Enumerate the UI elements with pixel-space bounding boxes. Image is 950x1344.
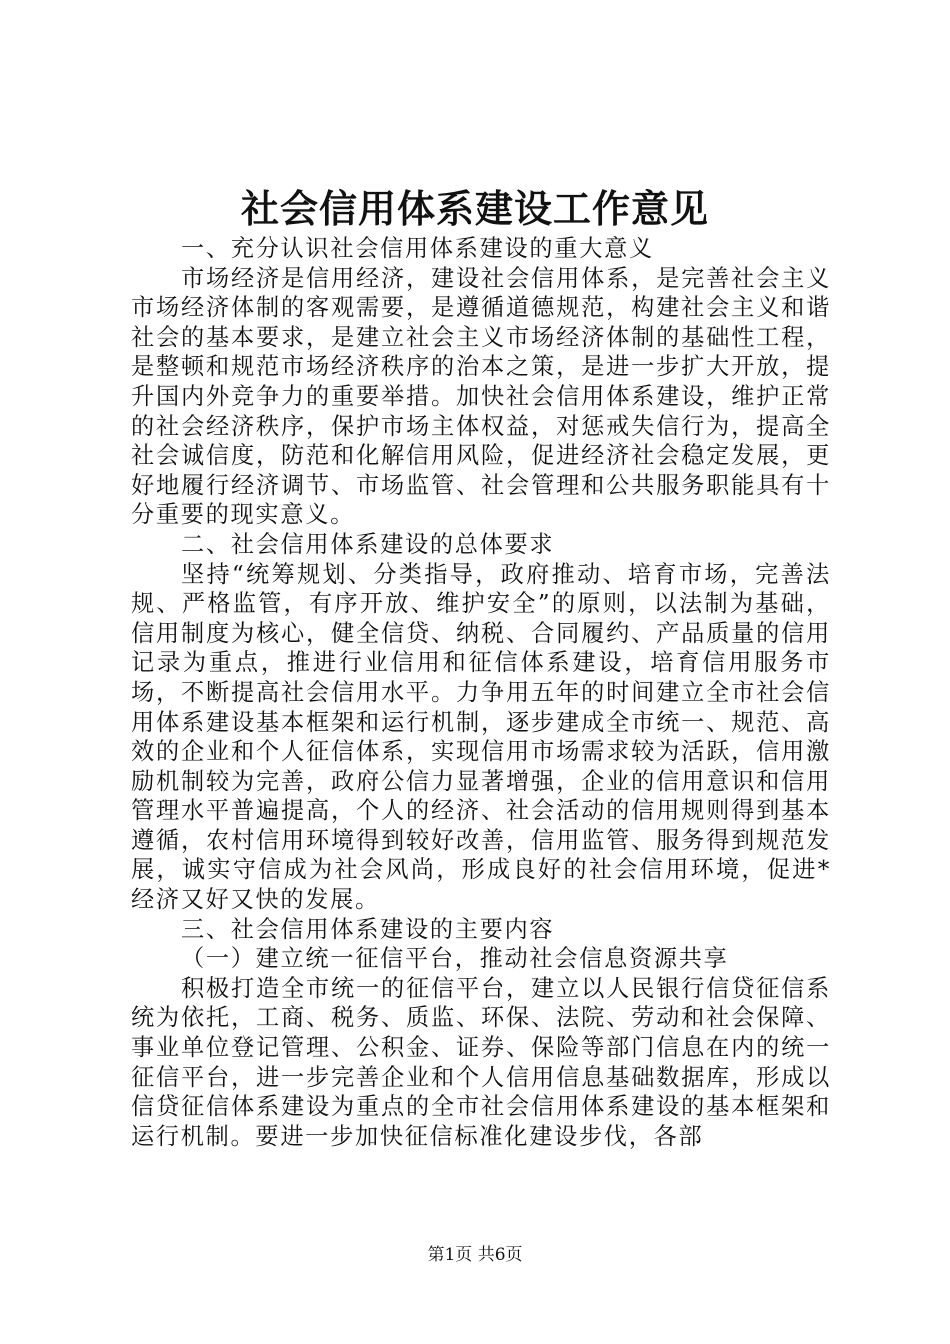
section-heading-3: 三、社会信用体系建设的主要内容 [181, 915, 555, 943]
section-heading-1: 一、充分认识社会信用体系建设的重大意义 [181, 235, 654, 262]
paragraph-significance: 市场经济是信用经济，建设社会信用体系，是完善社会主义市场经济体制的客观需要，是遵循道德规范，构建社会主义和谐社会的基本要求，是建立社会主义市场经济体制的基础性工程，是整顿和规范市场经济秩序的治本之策，是进一步扩大开放，提升国内外竞争力的重要举措。加快社会信用体系建设，维护正常的社会经济秩序，保护市场主体权益，对惩戒失信行为，提高全社会诚信度，防范和化解信用风险，促进经济社会稳定发展，更好地履行经济调节、市场监管、社会管理和公共服务职能具有十分重要的现实意义。 [131, 264, 831, 529]
subsection-heading-1: （一）建立统一征信平台，推动社会信息资源共享 [181, 945, 729, 973]
paragraph-credit-platform: 积极打造全市统一的征信平台，建立以人民银行信贷征信系统为依托，工商、税务、质监、环保、法院、劳动和社会保障、事业单位登记管理、公积金、证券、保险等部门信息在内的统一征信平台，进一步完善企业和个人信用信息基础数据库，形成以信贷征信体系建设为重点的全市社会信用体系建设的基本框架和运行机制。要进一步加快征信标准化建设步伐，各部 [131, 974, 831, 1150]
paragraph-requirements: 坚持“统筹规划、分类指导，政府推动、培育市场，完善法规、严格监管，有序开放、维护安全”的原则，以法制为基础，信用制度为核心，健全信贷、纳税、合同履约、产品质量的信用记录为重点，推进行业信用和征信体系建设，培育信用服务市场，不断提高社会信用水平。力争用五年的时间建立全市社会信用体系建设基本框架和运行机制，逐步建成全市统一、规范、高效的企业和个人征信体系，实现信用市场需求较为活跃，信用激励机制较为完善，政府公信力显著增强，企业的信用意识和信用管理水平普遍提高，个人的经济、社会活动的信用规则得到基本遵循，农村信用环境得到较好改善，信用监管、服务得到规范发展，诚实守信成为社会风尚，形成良好的社会信用环境，促进*经济又好又快的发展。 [131, 560, 831, 914]
document-body [131, 234, 831, 1151]
document-title: 社会信用体系建设工作意见 [240, 187, 709, 231]
section-heading-2: 二、社会信用体系建设的总体要求 [181, 530, 555, 558]
page-number: 第1页 共6页 [427, 1245, 523, 1265]
